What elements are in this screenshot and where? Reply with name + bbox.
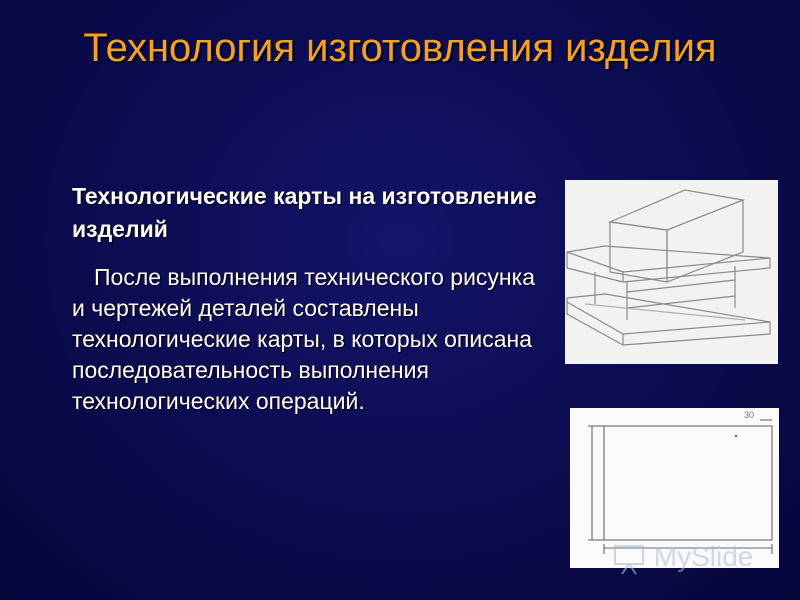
presentation-board-icon (612, 542, 646, 576)
text-block (72, 180, 552, 417)
top-box-front-face (610, 222, 667, 282)
drawing-dimension-label: 30 (744, 410, 755, 420)
drawing-outline (604, 426, 772, 540)
slide-body-text: После выполнения технического рисунка и чертежей деталей составлены технологические карты, в которых описана последовательность выполнения технологических операций. (72, 264, 535, 414)
top-box-top-face (610, 190, 743, 230)
watermark (612, 536, 797, 578)
slide-title: Технология изготовления изделия (83, 26, 717, 70)
isometric-sketch-image (565, 180, 778, 364)
watermark-text: MySlide (653, 541, 754, 572)
top-box-side-face (667, 200, 743, 282)
isometric-sketch (565, 180, 778, 364)
upper-plank-outline (567, 246, 770, 282)
slide-subtitle: Технологические карты на изготовление изделий (72, 183, 537, 242)
